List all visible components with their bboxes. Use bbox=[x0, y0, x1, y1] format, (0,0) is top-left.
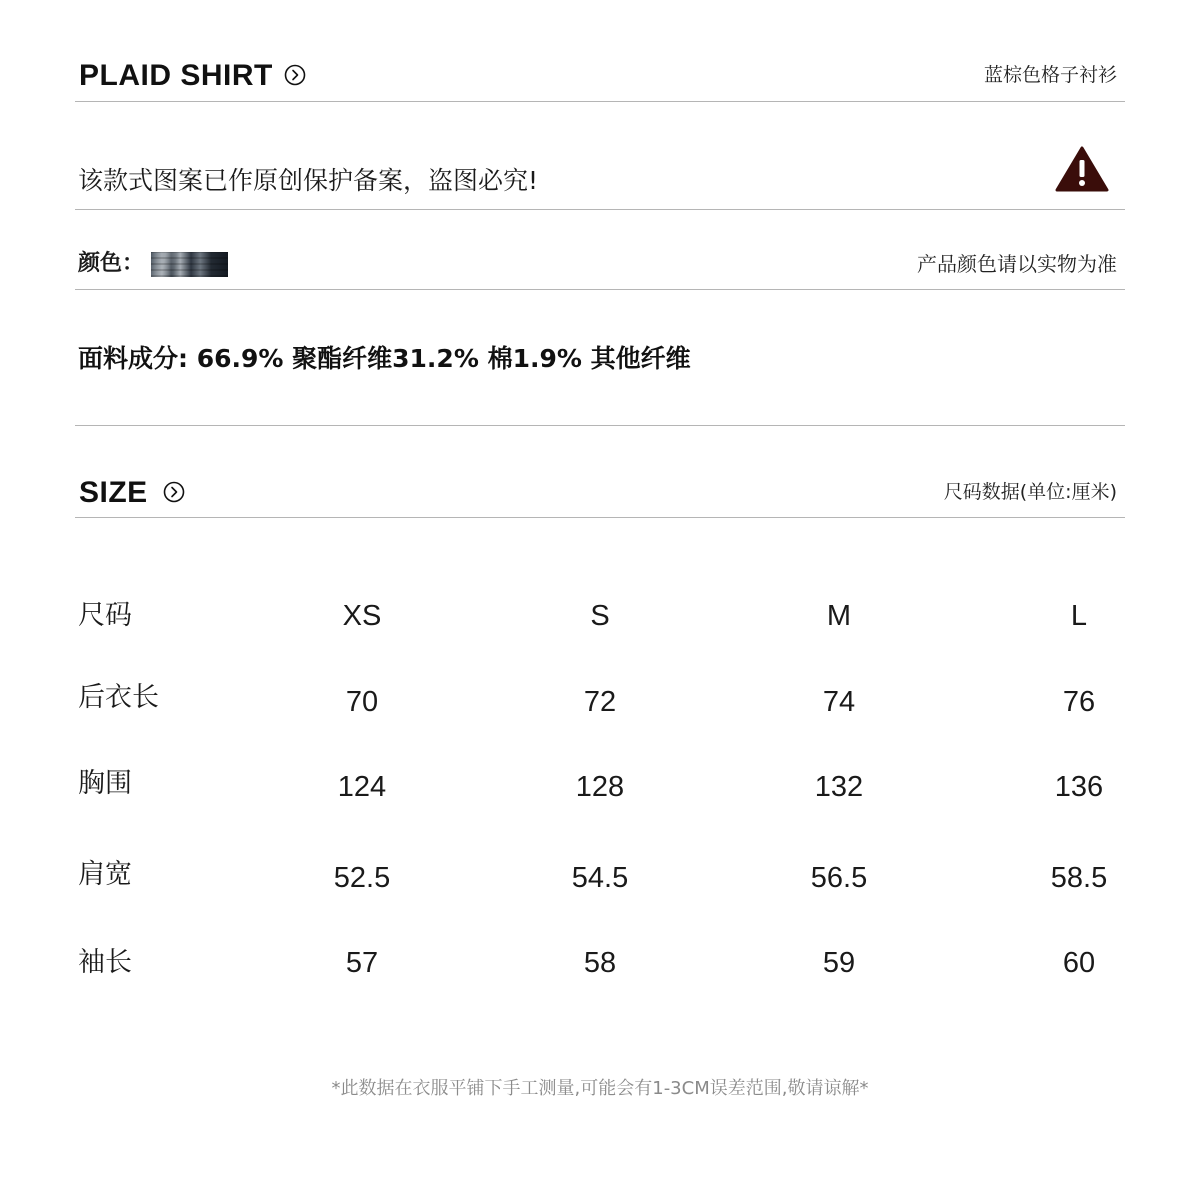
size-title: SIZE bbox=[79, 476, 148, 509]
product-subtitle: 蓝棕色格子衬衫 bbox=[983, 64, 1117, 86]
size-header-row bbox=[78, 596, 1118, 636]
table-cell: 56.5 bbox=[810, 862, 868, 894]
row-label: 胸围 bbox=[78, 768, 132, 799]
row-label: 肩宽 bbox=[78, 859, 132, 890]
row-label: 后衣长 bbox=[78, 682, 159, 713]
divider bbox=[75, 517, 1125, 518]
table-cell: 52.5 bbox=[333, 862, 391, 894]
warning-icon bbox=[1055, 146, 1109, 192]
product-title-block bbox=[79, 61, 306, 91]
size-title-block bbox=[79, 478, 185, 508]
table-row bbox=[78, 943, 1118, 983]
table-cell: 136 bbox=[1054, 771, 1104, 803]
table-cell: 58 bbox=[583, 947, 617, 979]
divider bbox=[75, 101, 1125, 102]
row-label: 袖长 bbox=[78, 947, 132, 978]
table-cell: 70 bbox=[345, 686, 379, 718]
table-cell: 132 bbox=[814, 771, 864, 803]
size-header-label: 尺码 bbox=[78, 600, 132, 631]
table-cell: 72 bbox=[583, 686, 617, 718]
table-cell: 59 bbox=[822, 947, 856, 979]
color-note: 产品颜色请以实物为准 bbox=[917, 252, 1117, 276]
table-cell: 128 bbox=[575, 771, 625, 803]
size-header-s: S bbox=[590, 600, 610, 632]
divider bbox=[75, 289, 1125, 290]
table-row bbox=[78, 767, 1118, 807]
table-cell: 54.5 bbox=[571, 862, 629, 894]
divider bbox=[75, 425, 1125, 426]
table-cell: 57 bbox=[345, 947, 379, 979]
product-title: PLAID SHIRT bbox=[79, 59, 273, 92]
chevron-right-circle-icon[interactable] bbox=[163, 481, 185, 503]
size-header-xs: XS bbox=[342, 600, 382, 632]
size-header-m: M bbox=[826, 600, 852, 632]
color-swatch bbox=[151, 252, 228, 277]
table-row bbox=[78, 682, 1118, 722]
table-cell: 58.5 bbox=[1050, 862, 1108, 894]
table-cell: 60 bbox=[1062, 947, 1096, 979]
table-cell: 74 bbox=[822, 686, 856, 718]
divider bbox=[75, 209, 1125, 210]
color-label: 颜色： bbox=[78, 251, 145, 276]
fabric-composition: 面料成分: 66.9% 聚酯纤维31.2% 棉1.9% 其他纤维 bbox=[78, 344, 691, 373]
size-header-l: L bbox=[1070, 600, 1088, 632]
copyright-notice: 该款式图案已作原创保护备案，盗图必究! bbox=[78, 166, 539, 195]
measurement-footnote: *此数据在衣服平铺下手工测量,可能会有1-3CM误差范围,敬请谅解* bbox=[331, 1078, 869, 1099]
table-cell: 76 bbox=[1062, 686, 1096, 718]
size-unit-note: 尺码数据(单位:厘米) bbox=[943, 481, 1117, 503]
chevron-right-circle-icon[interactable] bbox=[284, 64, 306, 86]
table-cell: 124 bbox=[337, 771, 387, 803]
table-row bbox=[78, 858, 1118, 898]
